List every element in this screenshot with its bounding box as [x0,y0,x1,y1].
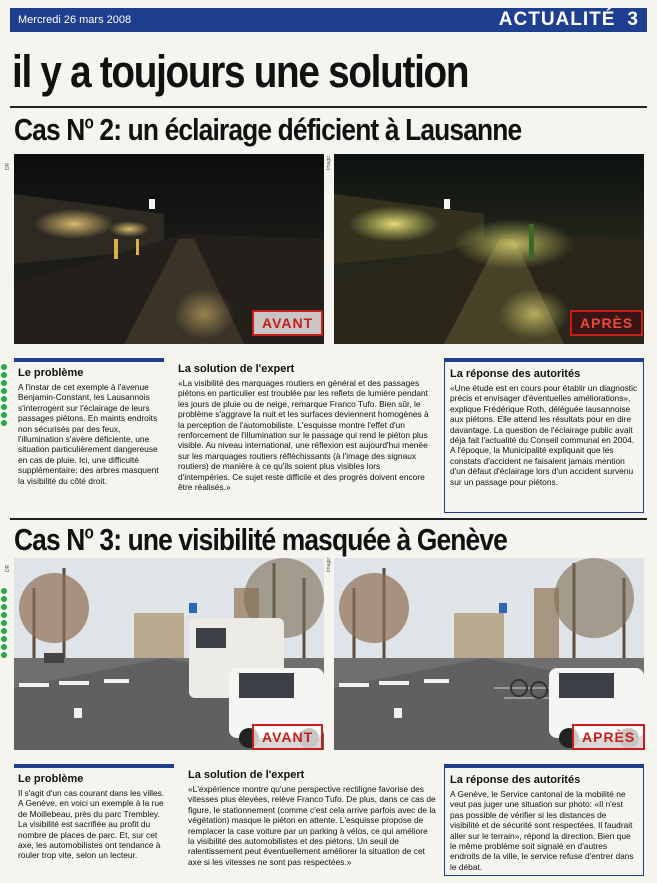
photo-credit: DR [5,162,11,170]
case3-authority-box [444,764,644,876]
box-heading: Le problème [18,367,84,379]
photo-credit: Imagic [326,557,332,572]
box-text: A l'instar de cet exemple à l'avenue Benjamin-Constant, les Lausannois s'interrogent sur l'éclairage de leurs passages piétons. En maints endroits non sécurisés par des feux, l'illumination s'avère déficiente, une situation particulièrement dangereuse en cas de pluie. Ici, une difficulté supplémentaire: des arbres masquent la visibilité du côté droit. [18,382,159,486]
case2-problem-box [14,358,164,508]
case3-expert-box [184,764,440,876]
box-text: A Genève, le Service cantonal de la mobilité ne veut pas juger une situation sur photo: «Il n'est pas possible de vérifier si les distances de visibilité et de sécurité sont respectées. Il faudrait aller sur le terrain», répond la direction. Bien que le même problème soit signalé en d'autres endroits de la ville, le service refuse d'entrer dans le débat. [450,789,634,872]
page-number: 3 [627,9,639,30]
case2-expert-box [174,358,436,508]
box-heading: La réponse des autorités [450,774,581,786]
case3-photo-after [334,558,644,750]
case3-photo-before [14,558,324,750]
divider [10,106,647,108]
photo-credit: Imagic [326,155,332,170]
case3-title: Cas $N^o$ 3: une visibilité masquée à Genève [14,522,507,557]
page-header-bar [10,8,647,32]
box-heading: Le problème [18,773,84,785]
stamp-before: AVANT [252,724,323,750]
green-dots-decoration [0,362,10,428]
photo-credit: DR [5,564,11,572]
case2-authority-box [444,358,644,513]
section-rubric [499,9,639,31]
box-text: «La visibilité des marquages routiers en général et des passages piétons en particulier est troublée par les reflets de lumière pendant les jours de pluie ou de neige, remarque Franco Tufo. Bien sûr, le problème s'aggrave la nuit et les surfaces deviennent homogènes à la perception de l'automobiliste. L'esquisse montre l'effet d'un renforcement de l'illumination sur le passage qui rend le piéton plus visible. Au niveau international, une réflexion est aujourd'hui menée sur les marquages routiers réfléchissants (à l'image des signaux routiers) de manière à ce qu'ils soient plus visibles lors d'intempéries. Ce sujet reste difficile et des progrès doivent encore être réalisés.» [178,378,429,493]
stamp-before: AVANT [252,310,323,336]
box-heading: La solution de l'expert [188,769,305,781]
stamp-after: APRÈS [572,724,645,750]
green-dots-decoration [0,586,10,660]
box-heading: La réponse des autorités [450,368,581,380]
divider [10,518,647,520]
issue-date: Mercredi 26 mars 2008 [18,14,132,26]
box-text: «Une étude est en cours pour établir un diagnostic précis et envisager d'éventuelles améliorations», explique Frédérique Roth, déléguée lausannoise aux piétons. Elle attend les résultats pour en dire davantage. La question de l'éclairage public avait déjà fait l'actualité du Conseil communal en 2004. A l'époque, la Municipalité expliquait que les constats d'accident ne faisaient jamais mention d'un défaut d'éclairage lors d'un accident survenu sur un passage pour piétons. [450,383,638,487]
box-text: Il s'agit d'un cas courant dans les villes. A Genève, en voici un exemple à la rue de Moillebeau, près du parc Trembley. La visibilité est sacrifiée au profit du nombre de places de parc. Et, sur cet axe, les automobilistes ont tendance à rouler trop vite, selon un lecteur. [18,788,165,861]
case2-title: Cas $N^o$ 2: un éclairage déficient à Lausanne [14,112,522,147]
case3-problem-box [14,764,174,876]
box-heading: La solution de l'expert [178,363,295,375]
stamp-after: APRÈS [570,310,643,336]
rubric-label: ACTUALITÉ [498,9,616,30]
main-headline: il y a toujours une solution [12,46,469,97]
box-text: «L'expérience montre qu'une perspective rectiligne favorise des vitesses plus élevées, relève Franco Tufo. De plus, dans ce cas de figure, le stationnement (comme c'est cela arrive parfois avec de la végétation) masque le piéton en attente. L'esquisse propose de remplacer la case voiture par un parking à vélos, ce qui améliore la visibilité des automobilistes et des piétons. Un seuil de ralentissement peut éventuellement améliorer la situation de cet axe si les vitesses ne sont pas respectées.» [188,784,436,867]
